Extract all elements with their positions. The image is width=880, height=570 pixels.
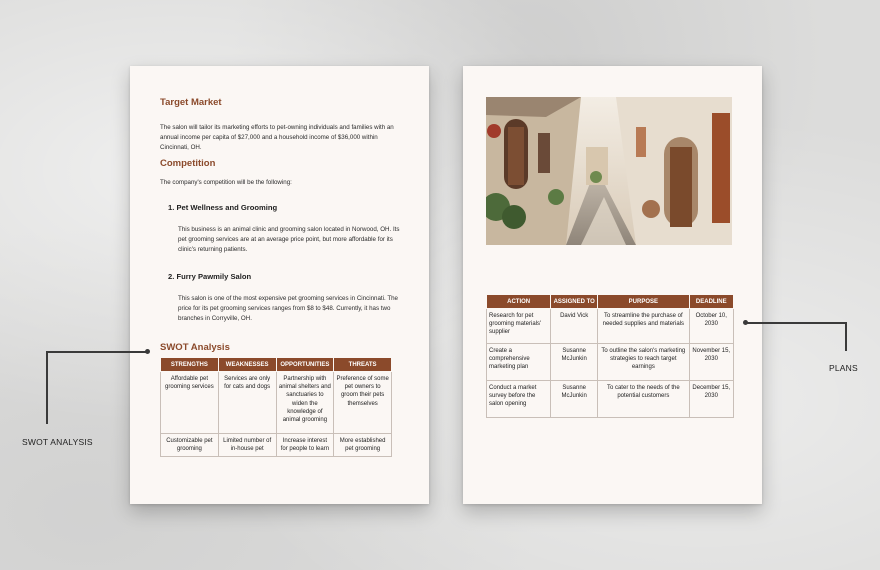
document-page-right bbox=[463, 66, 762, 504]
swot-callout-line-horizontal bbox=[46, 351, 148, 353]
table-cell: Create a comprehensive marketing plan bbox=[487, 344, 551, 381]
competitor-1-title: 1. Pet Wellness and Grooming bbox=[168, 203, 278, 212]
table-cell: Partnership with animal shelters and sanctuaries to widen the knowledge of animal grooming bbox=[276, 372, 334, 434]
competitor-2-title: 2. Furry Pawmily Salon bbox=[168, 272, 252, 281]
table-cell: December 15, 2030 bbox=[689, 381, 733, 418]
table-cell: To outline the salon's marketing strategies to reach target earnings bbox=[598, 344, 689, 381]
target-market-heading: Target Market bbox=[160, 97, 222, 108]
plans-callout-line-vertical bbox=[845, 322, 847, 351]
table-cell: Research for pet grooming materials' supplier bbox=[487, 309, 551, 344]
swot-table bbox=[160, 357, 392, 457]
plans-callout-label: PLANS bbox=[829, 363, 858, 373]
table-cell: Conduct a market survey before the salon opening bbox=[487, 381, 551, 418]
plans-col-deadline: DEADLINE bbox=[689, 295, 733, 309]
street-photo bbox=[486, 97, 732, 245]
swot-col-strengths: STRENGTHS bbox=[161, 358, 219, 372]
table-cell: Increase interest for people to learn bbox=[276, 434, 334, 457]
swot-callout-dot bbox=[145, 349, 150, 354]
table-cell: David Vick bbox=[551, 309, 598, 344]
plans-table bbox=[486, 294, 734, 418]
plans-header-row bbox=[487, 295, 734, 309]
table-row bbox=[487, 344, 734, 381]
table-row bbox=[161, 372, 392, 434]
table-cell: More established pet grooming bbox=[334, 434, 392, 457]
swot-callout-line-vertical bbox=[46, 352, 48, 424]
competition-intro: The company's competition will be the following: bbox=[160, 179, 292, 186]
table-cell: To streamline the purchase of needed supplies and materials bbox=[598, 309, 689, 344]
table-cell: October 10, 2030 bbox=[689, 309, 733, 344]
swot-callout-label: SWOT ANALYSIS bbox=[22, 437, 93, 447]
plans-col-purpose: PURPOSE bbox=[598, 295, 689, 309]
table-cell: Susanne McJunkin bbox=[551, 381, 598, 418]
target-market-body: The salon will tailor its marketing efforts to pet-owning individuals and families with an annual income per capita of $27,000 and a household income of $36,000 within Cincinnati, OH. bbox=[160, 124, 394, 151]
table-cell: Susanne McJunkin bbox=[551, 344, 598, 381]
table-row bbox=[487, 381, 734, 418]
table-cell: Services are only for cats and dogs bbox=[218, 372, 276, 434]
plans-col-action: ACTION bbox=[487, 295, 551, 309]
swot-header-row bbox=[161, 358, 392, 372]
plans-col-assigned-to: ASSIGNED TO bbox=[551, 295, 598, 309]
document-page-left bbox=[130, 66, 429, 504]
table-cell: Affordable pet grooming services bbox=[161, 372, 219, 434]
swot-col-opportunities: OPPORTUNITIES bbox=[276, 358, 334, 372]
competitor-1-body: This business is an animal clinic and grooming salon located in Norwood, OH. Its pet grooming services are at an average price point, but more affordable for its clinic's returning patients. bbox=[178, 226, 400, 253]
swot-col-threats: THREATS bbox=[334, 358, 392, 372]
table-cell: Limited number of in-house pet bbox=[218, 434, 276, 457]
table-cell: Preference of some pet owners to groom their pets themselves bbox=[334, 372, 392, 434]
table-row bbox=[487, 309, 734, 344]
table-row bbox=[161, 434, 392, 457]
swot-col-weaknesses: WEAKNESSES bbox=[218, 358, 276, 372]
table-cell: Customizable pet grooming bbox=[161, 434, 219, 457]
competitor-2-body: This salon is one of the most expensive pet grooming services in Cincinnati. The price for its pet grooming services ranges from $8 to $48. Currently, it has two branches in Corryville, OH. bbox=[178, 295, 398, 322]
table-cell: To cater to the needs of the potential customers bbox=[598, 381, 689, 418]
competition-heading: Competition bbox=[160, 158, 216, 169]
table-cell: November 15, 2030 bbox=[689, 344, 733, 381]
swot-heading: SWOT Analysis bbox=[160, 342, 230, 353]
plans-callout-line-horizontal bbox=[746, 322, 847, 324]
